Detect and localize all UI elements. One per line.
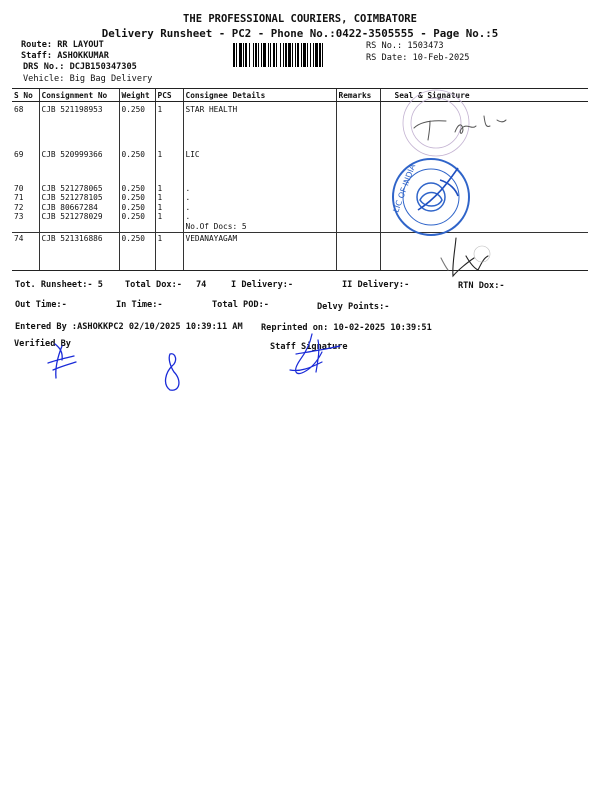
column-header: Consignment No [39, 89, 119, 102]
route-label: Route: RR LAYOUT [21, 40, 104, 50]
column-header: S No [12, 89, 39, 102]
drs-number: DRS No.: DCJB150347305 [23, 62, 137, 72]
cell-seal [380, 184, 588, 194]
handwritten-mark [166, 354, 179, 390]
cell-weight: 0.250 [119, 184, 155, 194]
rtn-dox-label: RTN Dox:- [458, 281, 505, 291]
cell-sno: 69 [14, 149, 24, 159]
table-row [12, 233, 588, 271]
table-row [12, 184, 588, 194]
cell-consignment: CJB 521198953 [39, 102, 119, 147]
cell-weight: 0.250 [119, 102, 155, 147]
cell-consignment: CJB 521278065 [39, 184, 119, 194]
delivery-points-label: Delvy Points:- [317, 302, 390, 312]
vehicle-label: Vehicle: Big Bag Delivery [23, 74, 153, 84]
cell-sno: 71 [14, 193, 24, 203]
verified-by-label: Verified By [14, 339, 71, 349]
table-row [12, 147, 588, 184]
cell-seal [380, 212, 588, 222]
cell-sno: 72 [14, 202, 24, 212]
cell-remarks [336, 193, 380, 203]
cell-consignee: . [183, 212, 336, 222]
cell-seal [380, 203, 588, 213]
column-header: Consignee Details [183, 89, 336, 102]
cell-seal [380, 193, 588, 203]
staff-signature [290, 334, 340, 374]
cell-weight: 0.250 [119, 203, 155, 213]
cell-consignment: CJB 521278029 [39, 212, 119, 222]
cell-weight: 0.250 [119, 147, 155, 184]
column-header: PCS [155, 89, 183, 102]
cell-sno: 68 [14, 105, 24, 114]
cell-weight: 0.250 [119, 233, 155, 271]
cell-sno: 70 [14, 183, 24, 193]
cell-pcs: 1 [155, 233, 183, 271]
cell-sno: 73 [14, 212, 24, 222]
table-row [12, 203, 588, 213]
cell-pcs: 1 [155, 193, 183, 203]
out-time-label: Out Time:- [15, 300, 67, 310]
cell-consignee: STAR HEALTH [183, 102, 336, 147]
docs-count-note: No.Of Docs: 5 [183, 222, 336, 233]
ii-delivery-label: II Delivery:- [342, 280, 410, 290]
cell-seal [380, 102, 588, 147]
cell-remarks [336, 102, 380, 147]
staff-label: Staff: ASHOKKUMAR [21, 51, 109, 61]
cell-remarks [336, 233, 380, 271]
table-group-note-row [12, 222, 588, 233]
cell-seal [380, 233, 588, 271]
cell-weight: 0.250 [119, 212, 155, 222]
table-row [12, 193, 588, 203]
total-dox-value: 74 [196, 280, 207, 290]
cell-consignment: CJB 521278105 [39, 193, 119, 203]
table-row [12, 212, 588, 222]
total-pod-label: Total POD:- [212, 300, 269, 310]
cell-remarks [336, 212, 380, 222]
total-dox-label: Total Dox:- [125, 280, 182, 290]
cell-remarks [336, 147, 380, 184]
entered-by: Entered By :ASHOKKPC2 02/10/2025 10:39:11 AM [15, 322, 243, 332]
column-header: Remarks [336, 89, 380, 102]
company-title: THE PROFESSIONAL COURIERS, COIMBATORE [183, 13, 417, 25]
cell-seal [380, 147, 588, 184]
cell-consignment: CJB 80667284 [39, 203, 119, 213]
cell-consignment: CJB 520999366 [39, 147, 119, 184]
rs-number: RS No.: 1503473 [366, 41, 444, 51]
cell-consignee: . [183, 184, 336, 194]
barcode [233, 43, 359, 67]
cell-consignee: VEDANAYAGAM [183, 233, 336, 271]
cell-remarks [336, 184, 380, 194]
cell-remarks [336, 203, 380, 213]
table-header-row [12, 89, 588, 102]
runsheet-table [12, 88, 588, 271]
verified-by-signature [48, 344, 76, 378]
cell-sno: 74 [12, 233, 39, 271]
cell-pcs: 1 [155, 184, 183, 194]
cell-consignee: . [183, 203, 336, 213]
cell-consignment: CJB 521316886 [39, 233, 119, 271]
cell-pcs: 1 [155, 147, 183, 184]
rs-date: RS Date: 10-Feb-2025 [366, 53, 470, 63]
cell-pcs: 1 [155, 212, 183, 222]
i-delivery-label: I Delivery:- [231, 280, 294, 290]
cell-consignee: . [183, 193, 336, 203]
column-header: Seal & Signature [380, 89, 588, 102]
cell-pcs: 1 [155, 102, 183, 147]
runsheet-subtitle: Delivery Runsheet - PC2 - Phone No.:0422-3505555 - Page No.:5 [101, 27, 499, 40]
staff-signature-label: Staff Signature [270, 342, 348, 352]
total-runsheet: Tot. Runsheet:- 5 [15, 280, 103, 290]
column-header: Weight [119, 89, 155, 102]
in-time-label: In Time:- [116, 300, 163, 310]
cell-consignee: LIC [183, 147, 336, 184]
reprinted-on: Reprinted on: 10-02-2025 10:39:51 [261, 323, 432, 333]
table-row [12, 102, 588, 147]
cell-weight: 0.250 [119, 193, 155, 203]
cell-pcs: 1 [155, 203, 183, 213]
stamp-text: LIC OF INDIA [391, 162, 418, 214]
